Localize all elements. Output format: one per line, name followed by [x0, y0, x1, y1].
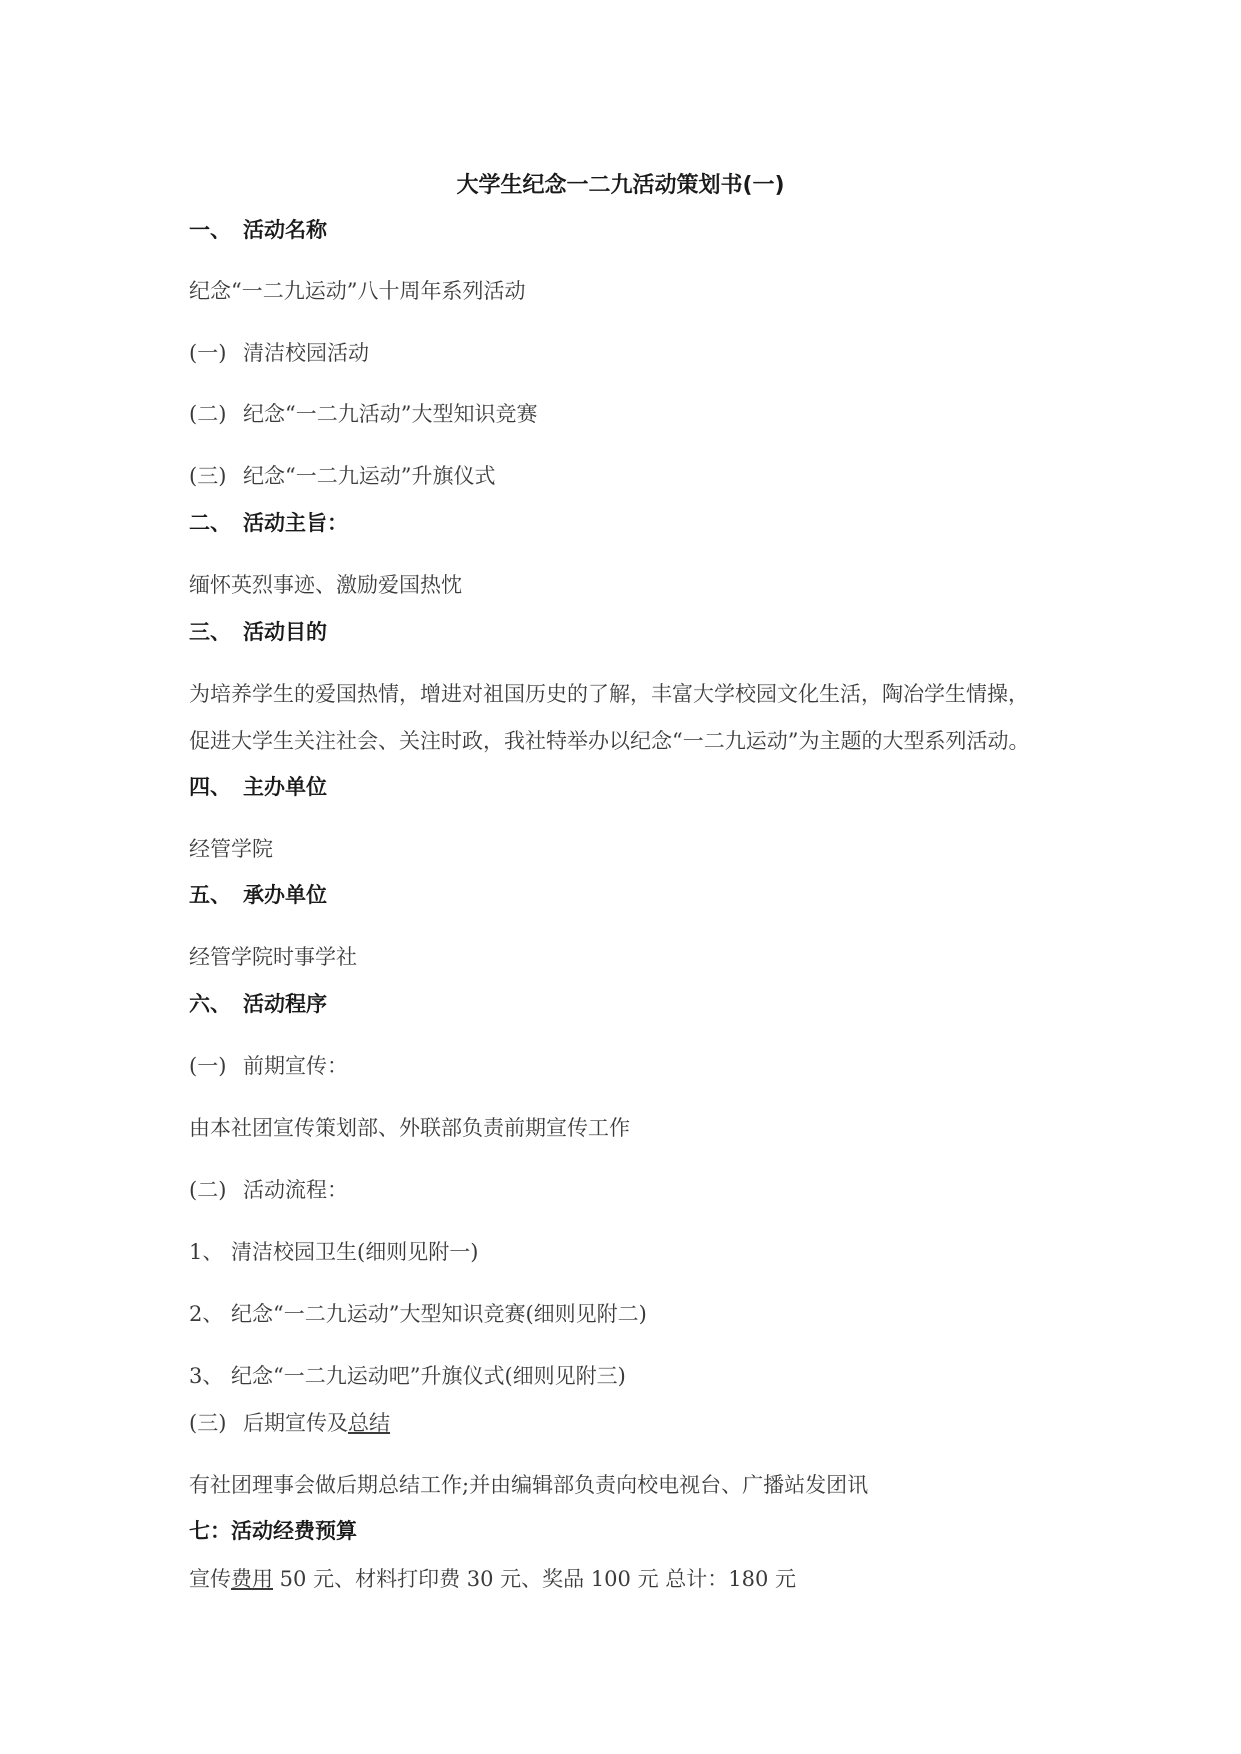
- section-number: 六、: [189, 992, 231, 1016]
- program-step: [189, 1238, 478, 1266]
- step-number: 2、: [189, 1302, 224, 1326]
- program-pre-heading: [189, 1052, 348, 1080]
- item-text: 后期宣传及: [243, 1411, 348, 1435]
- item-text: 前期宣传：: [243, 1054, 348, 1078]
- item-number: (三): [189, 1411, 227, 1435]
- program-step: [189, 1362, 626, 1390]
- section-heading-undertaker: [189, 881, 327, 909]
- section-heading-activity-name: [189, 216, 327, 244]
- item-number: (三): [189, 464, 227, 488]
- section-number: 一、: [189, 218, 231, 242]
- budget-text-c: 50 元、材料打印费 30 元、奖品 100 元 总计：180 元: [273, 1567, 797, 1591]
- underlined-text: 总结: [348, 1411, 390, 1435]
- section-label: 活动主旨：: [243, 511, 348, 535]
- activity-name-item: [189, 400, 537, 428]
- program-post-heading: [189, 1409, 390, 1437]
- step-text: 纪念“一二九运动吧”升旗仪式(细则见附三): [231, 1364, 626, 1388]
- section-number: 五、: [189, 883, 231, 907]
- section-label: 主办单位: [243, 775, 327, 799]
- step-number: 3、: [189, 1364, 224, 1388]
- theme-text: 缅怀英烈事迹、激励爱国热忱: [189, 573, 462, 597]
- item-text: 清洁校园活动: [243, 341, 369, 365]
- section-heading-organizer: [189, 773, 327, 801]
- step-number: 1、: [189, 1240, 224, 1264]
- program-flow-heading: [189, 1176, 348, 1204]
- section-heading-purpose: [189, 618, 327, 646]
- organizer-text: 经管学院: [189, 837, 273, 861]
- section-label: 承办单位: [243, 883, 327, 907]
- activity-name-main: 纪念“一二九运动”八十周年系列活动: [189, 279, 526, 303]
- item-number: (二): [189, 1178, 227, 1202]
- program-post-text: 有社团理事会做后期总结工作;并由编辑部负责向校电视台、广播站发团讯: [189, 1473, 869, 1497]
- budget-text: [189, 1565, 796, 1593]
- underlined-text: 费用: [231, 1567, 273, 1591]
- item-number: (一): [189, 1054, 227, 1078]
- section-label: 活动目的: [243, 620, 327, 644]
- section-heading-theme: [189, 509, 348, 537]
- item-text: 纪念“一二九运动”升旗仪式: [243, 464, 496, 488]
- section-label: 活动名称: [243, 218, 327, 242]
- item-number: (二): [189, 402, 227, 426]
- item-text: 纪念“一二九活动”大型知识竞赛: [243, 402, 538, 426]
- page-title: 大学生纪念一二九活动策划书(一): [456, 173, 785, 198]
- purpose-line: 促进大学生关注社会、关注时政，我社特举办以纪念“一二九运动”为主题的大型系列活动。: [189, 729, 1030, 753]
- section-heading-program: [189, 990, 327, 1018]
- step-text: 纪念“一二九运动”大型知识竞赛(细则见附二): [231, 1302, 647, 1326]
- section-number: 三、: [189, 620, 231, 644]
- item-number: (一): [189, 341, 227, 365]
- activity-name-item: [189, 462, 495, 490]
- item-text: 活动流程：: [243, 1178, 348, 1202]
- program-pre-text: 由本社团宣传策划部、外联部负责前期宣传工作: [189, 1116, 630, 1140]
- section-number: 二、: [189, 511, 231, 535]
- activity-name-item: [189, 339, 369, 367]
- undertaker-text: 经管学院时事学社: [189, 945, 357, 969]
- budget-text-a: 宣传: [189, 1567, 231, 1591]
- section-number: 四、: [189, 775, 231, 799]
- purpose-line: 为培养学生的爱国热情，增进对祖国历史的了解，丰富大学校园文化生活，陶冶学生情操，: [189, 682, 1029, 706]
- section-heading-budget: 七：活动经费预算: [189, 1519, 357, 1543]
- section-label: 活动程序: [243, 992, 327, 1016]
- program-step: [189, 1300, 647, 1328]
- step-text: 清洁校园卫生(细则见附一): [231, 1240, 479, 1264]
